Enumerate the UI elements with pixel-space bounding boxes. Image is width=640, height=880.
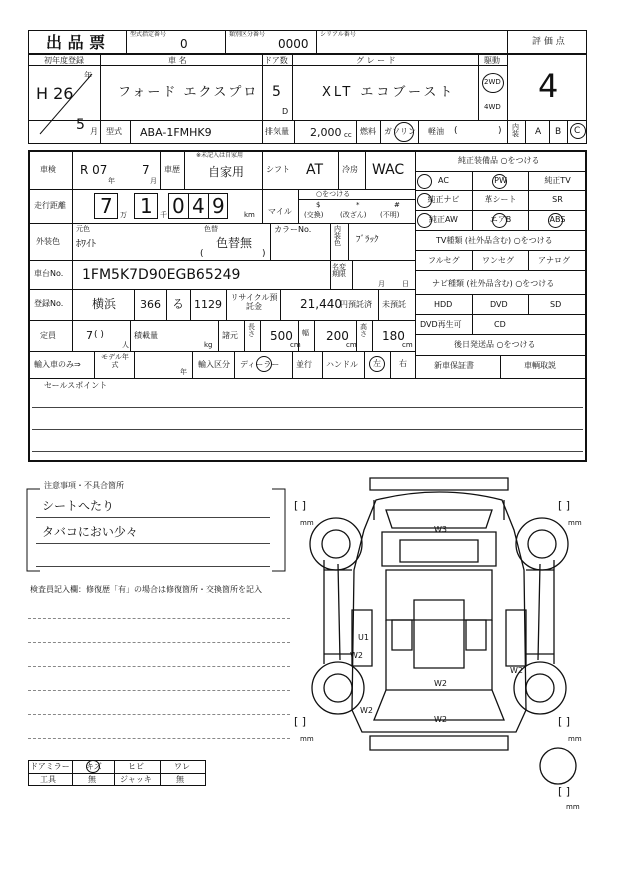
tools-r2-3: 無 <box>176 775 184 784</box>
handle-left: 左 <box>373 359 381 368</box>
fuel-paren-close: ) <box>498 126 502 136</box>
equip-item-3: 純正ナビ <box>427 195 460 204</box>
odo-digit-4: 4 <box>192 194 205 218</box>
inspect-label: 車検 <box>40 165 56 174</box>
odo-star: * <box>356 201 360 209</box>
odo-dollar: $ <box>316 201 321 209</box>
equip-item-1: PW <box>494 176 507 185</box>
later-item-1: 車輌取説 <box>524 361 556 370</box>
len-label: 長さ <box>248 323 255 338</box>
bracket-spare: [ ] <box>558 785 571 798</box>
color-label: 外装色 <box>36 237 60 246</box>
nav-item-1: DVD <box>490 300 508 309</box>
dim-label: 諸元 <box>222 331 238 340</box>
mm-tr: mm <box>568 519 582 527</box>
odo-tamper: (改ざん) <box>340 211 367 219</box>
serial-label: シリアル番号 <box>320 31 356 38</box>
fuel-label: 燃料 <box>360 127 376 136</box>
doors-value: 5 <box>272 84 281 100</box>
import-parallel: 並行 <box>296 360 312 369</box>
hgt-label: 高さ <box>360 323 367 338</box>
model-value: ABA-1FMHK9 <box>140 126 212 139</box>
odo-label: 走行距離 <box>34 201 66 210</box>
plate-num: 1129 <box>194 298 222 311</box>
equip-circle-1 <box>492 174 507 189</box>
import-label: 輸入車のみ⇒ <box>34 360 81 369</box>
reg-era: H 26 <box>36 84 74 103</box>
mm-spare: mm <box>566 803 580 811</box>
paint-paren-close: ) <box>262 249 266 259</box>
dvd-label: DVD再生可 <box>420 320 462 329</box>
tools-r2-1: 無 <box>88 775 96 784</box>
plate-kana: る <box>172 297 185 311</box>
dmg-w3: W3 <box>434 525 447 534</box>
odo-digit-5: 9 <box>212 194 225 218</box>
cap-value: 7 <box>86 329 93 342</box>
history-label: 車歴 <box>164 165 180 174</box>
reg-month-suffix: 月 <box>90 127 98 136</box>
recycle-status: 未預託 <box>382 300 406 309</box>
disp-value: 2,000 <box>310 126 342 139</box>
class-label: 類別区分番号 <box>229 31 266 38</box>
load-label: 積載量 <box>134 331 158 340</box>
tv-title: TV種類 (社外品含む) ○をつける <box>436 236 553 245</box>
odo-hash: # <box>394 201 400 209</box>
cap-unit: 人 <box>122 341 129 349</box>
equip-circle-0 <box>417 174 432 189</box>
disp-label: 排気量 <box>265 127 289 136</box>
tv-item-0: フルセグ <box>428 256 460 265</box>
equip-item-8: ABS <box>549 215 566 224</box>
tools-r1-0: ドアミラー <box>30 762 70 771</box>
load-unit: kg <box>204 341 213 349</box>
dmg-w2-c: W2 <box>510 666 523 675</box>
note-line-1: タバコにおい少々 <box>42 525 138 539</box>
equip-item-0: AC <box>438 176 449 185</box>
equip-item-6: 純正AW <box>429 215 458 224</box>
form-title: 出 品 票 <box>46 33 106 52</box>
later-title: 後日発送品 ○をつける <box>454 340 536 349</box>
odo-sen: 千 <box>160 211 167 219</box>
shift-label: シフト <box>266 165 290 174</box>
interior-label: 内装 <box>512 123 519 138</box>
dmg-w2-a: W2 <box>350 651 363 660</box>
fuel-gas: ガソリン <box>384 127 416 136</box>
int-color-value: ﾌﾞﾗｯｸ <box>356 235 379 245</box>
fuel-paren-open: ( <box>454 126 458 136</box>
odo-digit-1: 7 <box>100 194 113 218</box>
dmg-u1: U1 <box>358 633 369 642</box>
model-year-label: モデル年式 <box>101 353 129 369</box>
equip-item-5: SR <box>552 195 563 204</box>
paint-paren-open: ( <box>200 249 204 259</box>
equip-circle-7 <box>492 213 507 228</box>
equip-circle-3 <box>417 193 432 208</box>
history-note: ※未記入は自家用 <box>196 152 244 159</box>
equip-title: 純正装備品 ○をつける <box>458 156 540 165</box>
tools-r2-0: 工具 <box>40 775 56 784</box>
drive-4wd: 4WD <box>484 103 501 111</box>
handle-label: ハンドル <box>326 360 358 369</box>
nav-title: ナビ種類 (社外品含む) ○をつける <box>432 279 555 288</box>
cd-label: CD <box>494 320 506 329</box>
orig-color-label: 元色 <box>76 225 90 233</box>
tv-item-2: アナログ <box>538 256 570 265</box>
expire-day: 日 <box>402 280 409 288</box>
year-unit: 年 <box>180 368 187 376</box>
ac-value: WAC <box>372 162 405 178</box>
wid-label: 幅 <box>302 329 309 337</box>
doors-suffix: D <box>282 107 289 116</box>
bracket-tr: [ ] <box>558 499 571 512</box>
equip-circle-6 <box>417 213 432 228</box>
hgt-value: 180 <box>382 329 405 343</box>
vin-label: 車台No. <box>34 269 64 278</box>
odo-km: km <box>244 211 255 219</box>
wid-value: 200 <box>326 329 349 343</box>
disp-unit: cc <box>344 131 352 139</box>
auth-value: 0 <box>180 37 188 51</box>
cap-label: 定員 <box>40 331 56 340</box>
dmg-w2-e: W2 <box>434 715 447 724</box>
doors-label: ドア数 <box>264 56 288 65</box>
reg-year-suffix: 年 <box>84 71 92 80</box>
ac-label: 冷房 <box>342 165 358 174</box>
tools-r1-2: ヒビ <box>128 762 144 771</box>
equip-item-7: エアB <box>489 215 512 224</box>
odo-unknown: (不明) <box>380 211 400 219</box>
reg-month: 5 <box>76 117 85 133</box>
interior-c: C <box>574 126 581 136</box>
bracket-tl: [ ] <box>294 499 307 512</box>
wid-unit: cm <box>346 341 357 349</box>
score-value: 4 <box>538 67 559 105</box>
cap-paren: ( ) <box>94 330 104 340</box>
shift-value: AT <box>306 162 324 178</box>
int-color-label: 内装色 <box>334 225 341 247</box>
inspect-month: 7 <box>142 163 150 177</box>
car-name: フォード エクスプロ <box>118 85 259 100</box>
import-cls-label: 輸入区分 <box>198 360 230 369</box>
recycle-label: リサイクル預託金 <box>230 293 278 311</box>
grade-value: XLT エコブースト <box>322 85 456 100</box>
fuel-light: 軽油 <box>428 127 444 136</box>
note-line-0: シートへたり <box>42 499 115 513</box>
equip-circle-8 <box>548 213 563 228</box>
equip-item-2: 純正TV <box>544 176 571 185</box>
odo-digit-2: 1 <box>140 194 153 218</box>
interior-b: B <box>555 127 562 137</box>
tv-item-1: ワンセグ <box>482 256 514 265</box>
inspect-value: R 07 <box>80 163 108 177</box>
odo-mark-title: ○をつける <box>316 190 351 198</box>
equip-item-4: 革シート <box>484 195 517 204</box>
tools-circle <box>86 760 100 773</box>
drive-label: 駆動 <box>484 56 500 65</box>
sales-label: セールスポイント <box>44 381 108 390</box>
orig-color-value: ﾎﾜｲﾄ <box>76 239 96 250</box>
dmg-w2-d: W2 <box>360 706 373 715</box>
mm-bl: mm <box>300 735 314 743</box>
grade-label: グ レ ー ド <box>356 56 396 65</box>
len-unit: cm <box>290 341 301 349</box>
inspect-month-suffix: 月 <box>150 177 157 185</box>
expire-label: 名変期限 <box>332 263 346 278</box>
paint-label: 色替 <box>204 225 218 233</box>
drive-2wd: 2WD <box>484 78 501 86</box>
paint-value: 色替無 <box>216 236 253 250</box>
import-cls: ディーラー <box>240 360 280 369</box>
later-item-0: 新車保証書 <box>434 361 474 370</box>
tools-r1-1: キズ <box>86 762 102 771</box>
score-label: 評 価 点 <box>532 37 565 47</box>
recycle-unit: 円預託済 <box>340 300 372 309</box>
plate-label: 登録No. <box>34 299 64 308</box>
reg-label: 初年度登録 <box>44 56 84 65</box>
vin-value: 1FM5K7D90EGB65249 <box>82 267 241 283</box>
recycle-value: 21,440 <box>300 297 342 311</box>
nav-item-2: SD <box>550 300 562 309</box>
car-diagram <box>290 470 610 810</box>
len-value: 500 <box>270 329 293 343</box>
mm-br: mm <box>568 735 582 743</box>
handle-right: 右 <box>399 359 407 368</box>
tools-r2-2: ジャッキ <box>120 775 152 784</box>
odo-man: 万 <box>120 211 127 219</box>
inspector-title: 検査員記入欄：修復歴「有」の場合は修復箇所・交換箇所を記入 <box>30 585 262 594</box>
history-value: 自家用 <box>208 165 245 179</box>
plate-area: 横浜 <box>92 297 117 311</box>
interior-a: A <box>535 127 542 137</box>
tools-r1-3: ワレ <box>174 762 190 771</box>
reg-diagonal <box>38 72 94 136</box>
color-no-label: カラーNo. <box>274 225 312 234</box>
mm-tl: mm <box>300 519 314 527</box>
odo-exchange: (交換) <box>304 211 324 219</box>
bracket-bl: [ ] <box>294 715 307 728</box>
odo-digit-3: 0 <box>172 194 185 218</box>
model-label: 型式 <box>106 127 122 136</box>
notes-title: 注意事項・不具合箇所 <box>44 481 124 490</box>
nav-item-0: HDD <box>434 300 453 309</box>
hgt-unit: cm <box>402 341 413 349</box>
plate-class: 366 <box>140 298 161 311</box>
expire-month: 月 <box>378 280 385 288</box>
name-label: 車 名 <box>168 56 187 65</box>
odo-mile: マイル <box>268 207 292 216</box>
class-value: 0000 <box>278 37 309 51</box>
bracket-br: [ ] <box>558 715 571 728</box>
inspect-year: 年 <box>108 177 115 185</box>
dmg-w2-b: W2 <box>434 679 447 688</box>
auth-label: 型式指定番号 <box>130 31 167 38</box>
